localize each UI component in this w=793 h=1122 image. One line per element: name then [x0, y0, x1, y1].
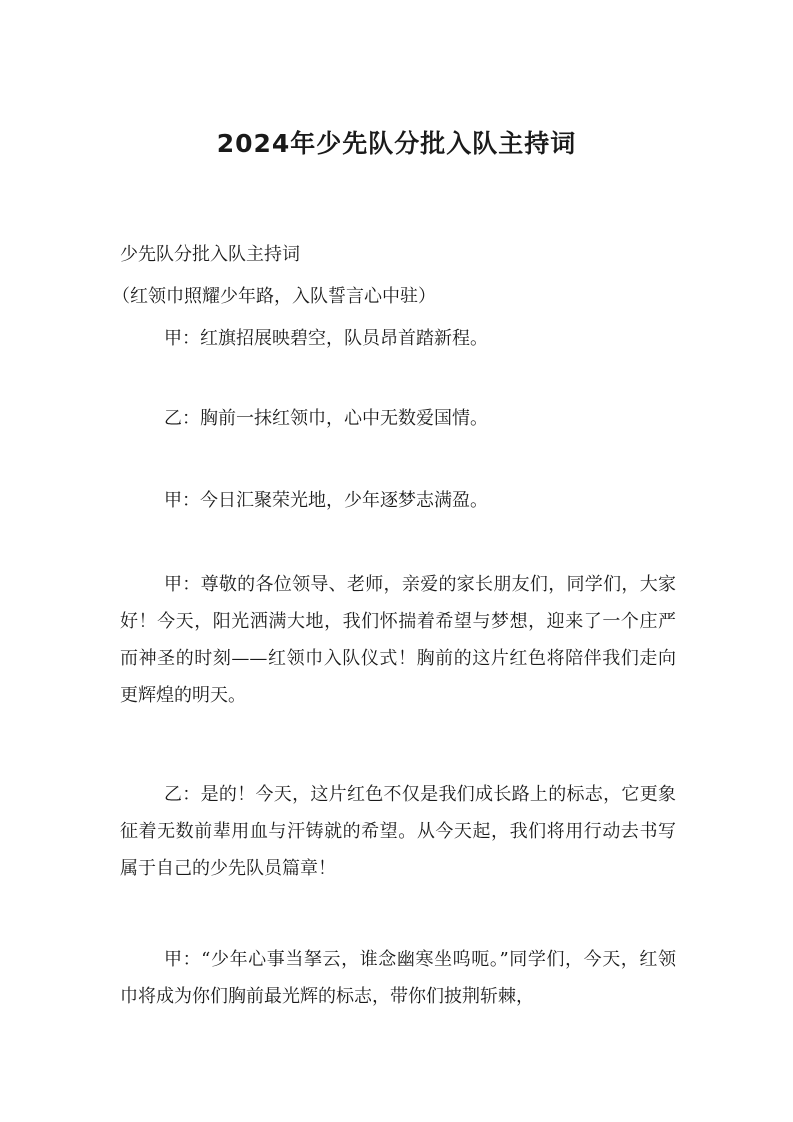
- tagline: （红领巾照耀少年路，入队誓言心中驻）: [112, 286, 436, 307]
- dialogue-line-1: 甲：红旗招展映碧空，队员昂首踏新程。: [164, 328, 488, 349]
- subtitle: 少先队分批入队主持词: [120, 244, 300, 265]
- paragraph-2: 乙：是的！今天，这片红色不仅是我们成长路上的标志，它更象征着无数前辈用血与汗铸就的希望。从今天起，我们将用行动去书写属于自己的少先队员篇章！: [120, 784, 676, 879]
- paragraph-1: 甲：尊敬的各位领导、老师，亲爱的家长朋友们，同学们，大家好！今天，阳光洒满大地，我们怀揣着希望与梦想，迎来了一个庄严而神圣的时刻——红领巾入队仪式！胸前的这片红色将陪伴我们走向更辉煌的明天。: [120, 574, 676, 706]
- dialogue-line-2: 乙：胸前一抹红领巾，心中无数爱国情。: [164, 408, 488, 429]
- paragraph-3: 甲：“少年心事当拏云，谁念幽寒坐呜呃。”同学们，今天，红领巾将成为你们胸前最光辉的标志，带你们披荆斩棘，: [120, 949, 676, 1007]
- dialogue-line-3: 甲：今日汇聚荣光地，少年逐梦志满盈。: [164, 490, 488, 511]
- document-title: 2024年少先队分批入队主持词: [216, 129, 577, 158]
